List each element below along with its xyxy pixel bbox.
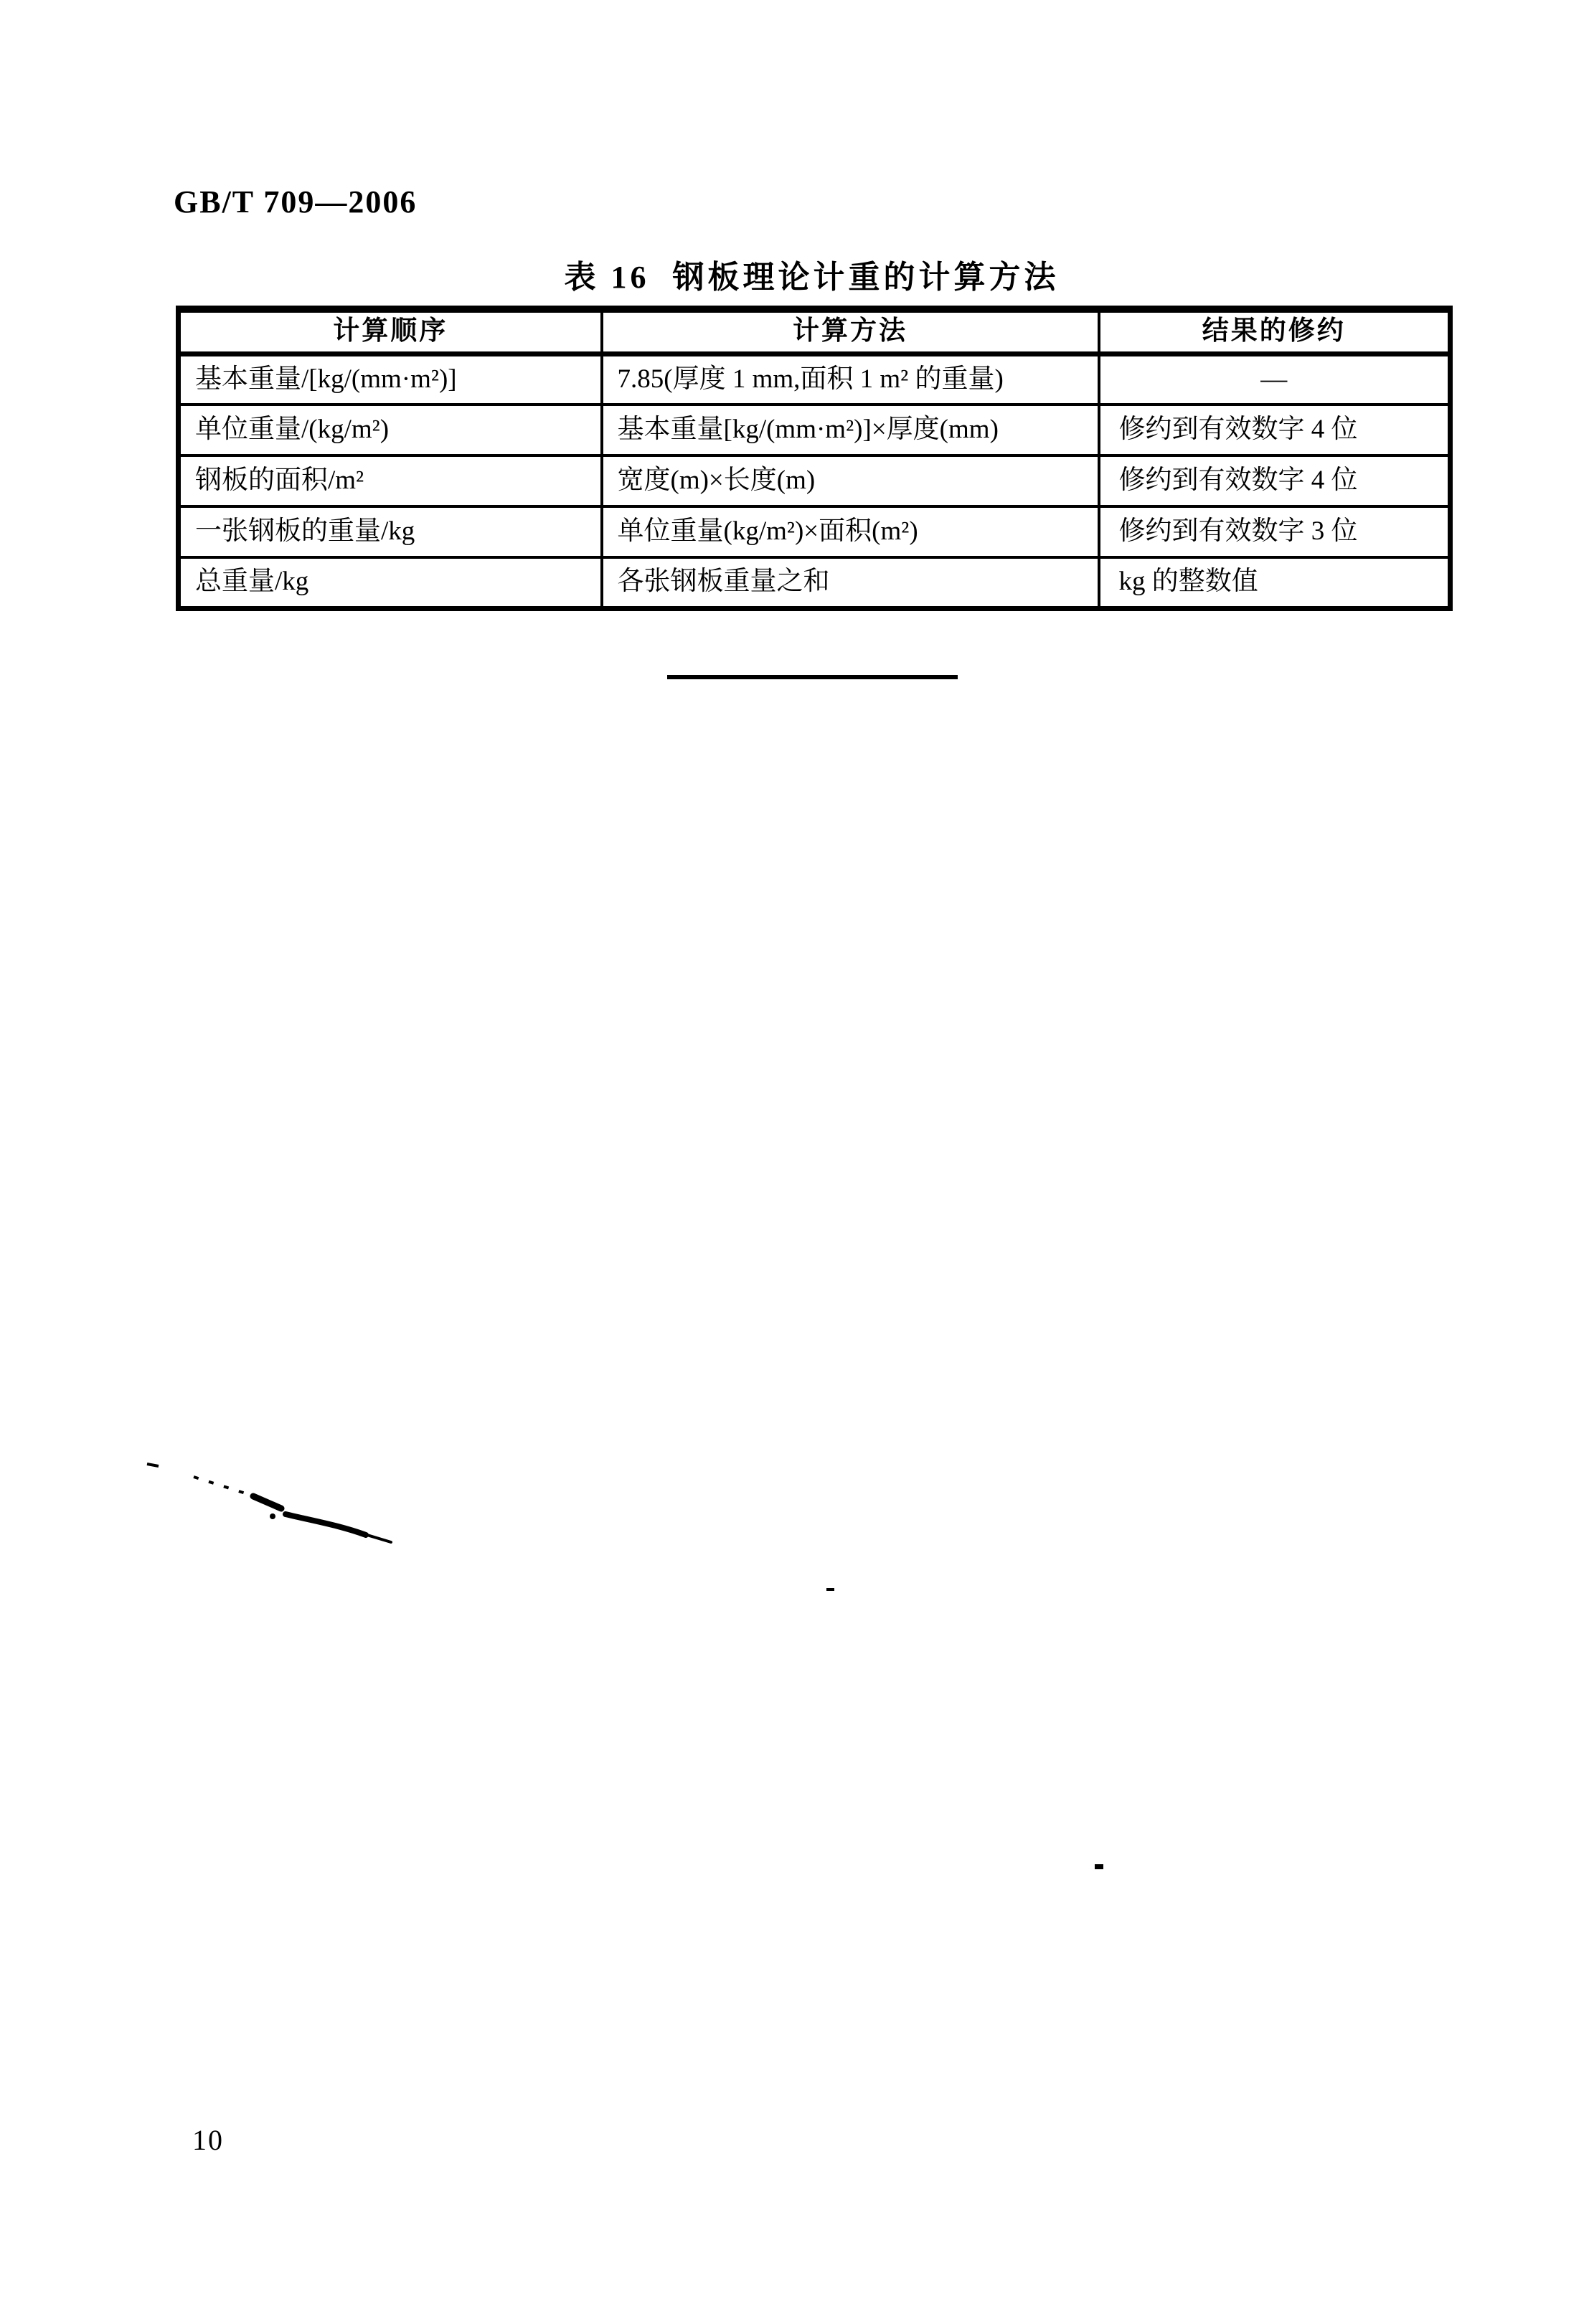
- page-number: 10: [192, 2124, 224, 2156]
- column-header-rounding: 结果的修约: [1099, 309, 1451, 354]
- table-row: [179, 557, 1451, 608]
- cell-method: 7.85(厚度 1 mm,面积 1 m² 的重量): [602, 354, 1099, 405]
- calculation-method-table: [176, 306, 1453, 611]
- cell-rounding: 修约到有效数字 4 位: [1099, 455, 1451, 506]
- cell-order: 钢板的面积/m²: [179, 455, 602, 506]
- table-caption: 表 16 钢板理论计重的计算方法: [564, 260, 1060, 295]
- table-header-row: [179, 309, 1451, 354]
- cell-method: 基本重量[kg/(mm·m²)]×厚度(mm): [602, 405, 1099, 455]
- cell-order: 单位重量/(kg/m²): [179, 405, 602, 455]
- cell-rounding: kg 的整数值: [1099, 557, 1451, 608]
- cell-rounding: —: [1099, 354, 1451, 405]
- table-row: [179, 354, 1451, 405]
- cell-rounding: 修约到有效数字 4 位: [1099, 405, 1451, 455]
- cell-method: 单位重量(kg/m²)×面积(m²): [602, 506, 1099, 557]
- column-header-method: 计算方法: [602, 309, 1099, 354]
- standard-code: GB/T 709—2006: [174, 184, 418, 219]
- table-row: [179, 405, 1451, 455]
- cell-order: 基本重量/[kg/(mm·m²)]: [179, 354, 602, 405]
- cell-method: 宽度(m)×长度(m): [602, 455, 1099, 506]
- end-of-table-divider: [667, 675, 958, 679]
- cell-order: 一张钢板的重量/kg: [179, 506, 602, 557]
- table-row: [179, 455, 1451, 506]
- cell-order: 总重量/kg: [179, 557, 602, 608]
- cell-rounding: 修约到有效数字 3 位: [1099, 506, 1451, 557]
- table-row: [179, 506, 1451, 557]
- cell-method: 各张钢板重量之和: [602, 557, 1099, 608]
- column-header-order: 计算顺序: [179, 309, 602, 354]
